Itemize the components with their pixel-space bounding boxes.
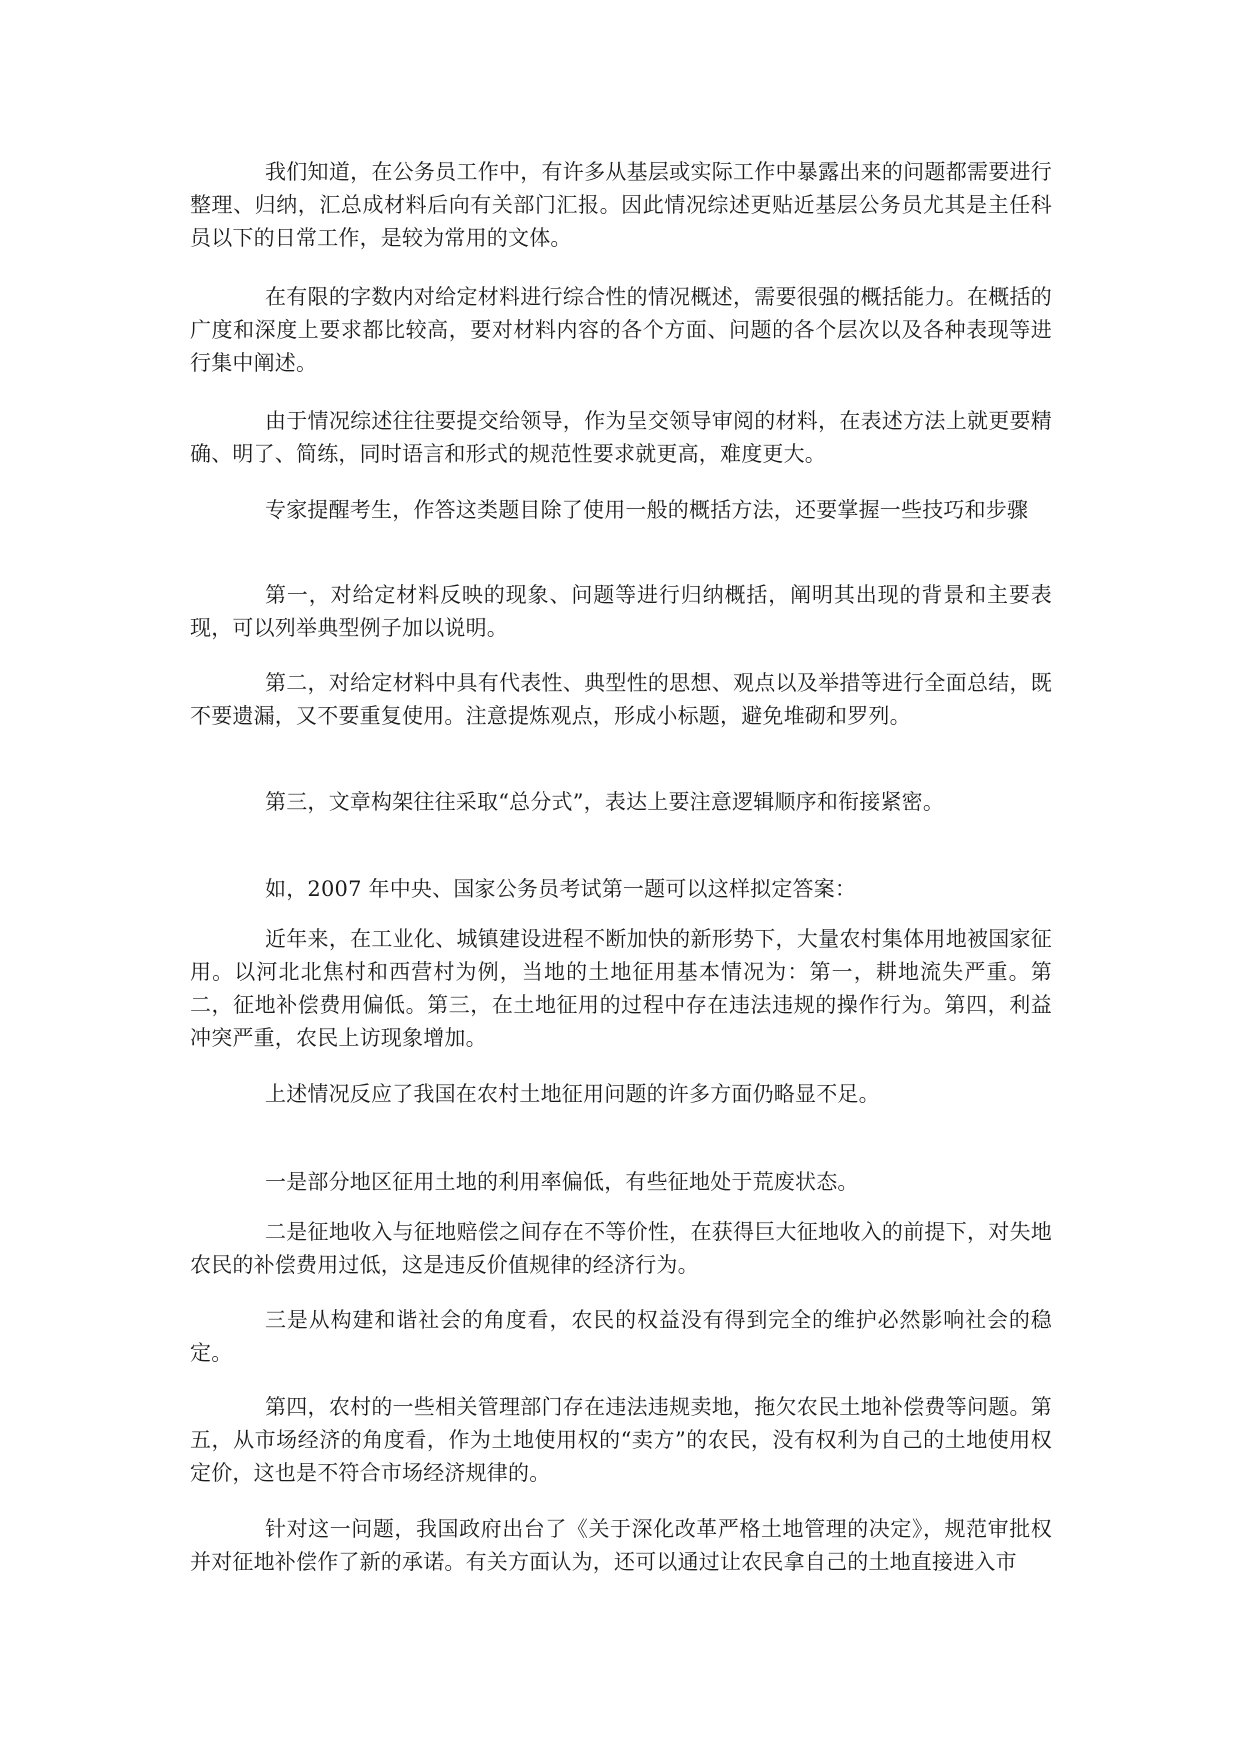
- paragraph-point-two: 二是征地收入与征地赔偿之间存在不等价性，在获得巨大征地收入的前提下，对失地农民的补偿费用过低，这是违反价值规律的经济行为。: [190, 1220, 1052, 1277]
- paragraph-shortcomings: 上述情况反应了我国在农村土地征用问题的许多方面仍略显不足。: [265, 1082, 880, 1106]
- paragraph-point-three: 三是从构建和谐社会的角度看，农民的权益没有得到完全的维护必然影响社会的稳定。: [190, 1308, 1052, 1365]
- paragraph-step-one: 第一，对给定材料反映的现象、问题等进行归纳概括，阐明其出现的背景和主要表现，可以列举典型例子加以说明。: [190, 583, 1052, 640]
- paragraph-summary-ability: 在有限的字数内对给定材料进行综合性的情况概述，需要很强的概括能力。在概括的广度和深度上要求都比较高，要对材料内容的各个方面、问题的各个层次以及各种表现等进行集中阐述。: [190, 285, 1052, 375]
- paragraph-government-response: 针对这一问题，我国政府出台了《关于深化改革严格土地管理的决定》，规范审批权并对征地补偿作了新的承诺。有关方面认为，还可以通过让农民拿自己的土地直接进入市: [190, 1517, 1052, 1574]
- paragraph-intro: 我们知道，在公务员工作中，有许多从基层或实际工作中暴露出来的问题都需要进行整理、归纳，汇总成材料后向有关部门汇报。因此情况综述更贴近基层公务员尤其是主任科员以下的日常工作，是较为常用的文体。: [190, 160, 1052, 250]
- paragraph-land-acquisition: 近年来，在工业化、城镇建设进程不断加快的新形势下，大量农村集体用地被国家征用。以河北北焦村和西营村为例，当地的土地征用基本情况为：第一，耕地流失严重。第二，征地补偿费用偏低。第三，在土地征用的过程中存在违法违规的操作行为。第四，利益冲突严重，农民上访现象增加。: [190, 927, 1052, 1050]
- paragraph-step-three: 第三，文章构架往往采取“总分式”，表达上要注意逻辑顺序和衔接紧密。: [265, 790, 945, 814]
- paragraph-points-four-five: 第四，农村的一些相关管理部门存在违法违规卖地，拖欠农民土地补偿费等问题。第五，从市场经济的角度看，作为土地使用权的“卖方”的农民，没有权利为自己的土地使用权定价，这也是不符合市场经济规律的。: [190, 1395, 1052, 1485]
- paragraph-example-intro: 如，2007 年中央、国家公务员考试第一题可以这样拟定答案：: [265, 877, 857, 901]
- paragraph-report-to-leaders: 由于情况综述往往要提交给领导，作为呈交领导审阅的材料，在表述方法上就更要精确、明了、简练，同时语言和形式的规范性要求就更高，难度更大。: [190, 409, 1052, 466]
- paragraph-expert-advice: 专家提醒考生，作答这类题目除了使用一般的概括方法，还要掌握一些技巧和步骤: [265, 498, 1029, 522]
- paragraph-point-one: 一是部分地区征用土地的利用率偏低，有些征地处于荒废状态。: [265, 1170, 859, 1194]
- paragraph-step-two: 第二，对给定材料中具有代表性、典型性的思想、观点以及举措等进行全面总结，既不要遗漏，又不要重复使用。注意提炼观点，形成小标题，避免堆砌和罗列。: [190, 671, 1052, 728]
